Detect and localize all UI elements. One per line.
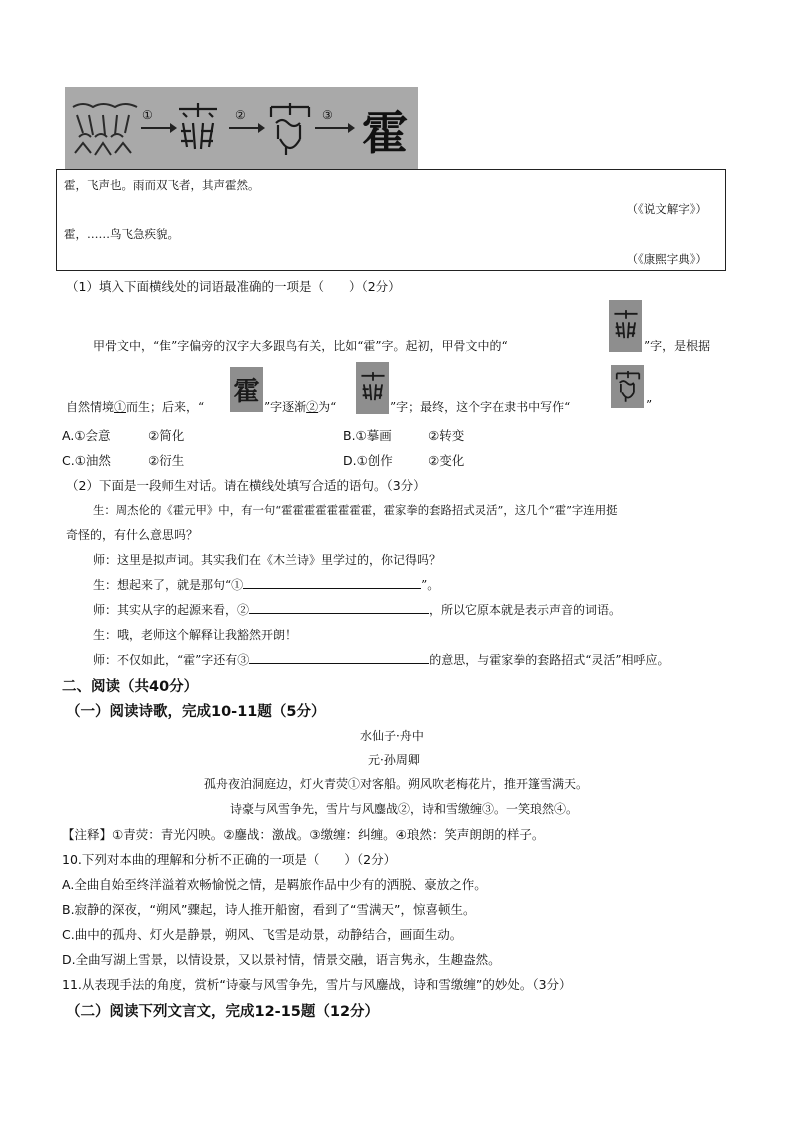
q1-blank-1: ① (114, 400, 127, 414)
seal-glyph-inline (611, 365, 644, 408)
q10-option-d: D.全曲写湖上雪景，以情设景，又以景衬情，情景交融，语言隽永，生趣盎然。 (62, 952, 501, 967)
dialogue-teacher-2-b: ，所以它原本就是表示声音的词语。 (429, 603, 622, 617)
option-b: B.①摹画 (343, 428, 392, 443)
dialogue-student-2 (93, 576, 439, 593)
poem-line-2: 诗豪与风雪争先，雪片与风鏖战②，诗和雪缴缠③。一笑琅然④。 (230, 802, 579, 816)
character-evolution-image (65, 87, 418, 169)
option-b-second: ②转变 (428, 428, 465, 443)
answer-blank-2[interactable] (249, 601, 429, 614)
option-d: D.①创作 (343, 453, 393, 468)
step-3-label: ③ (322, 108, 333, 122)
dialogue-student-3: 生：哦，老师这个解释让我豁然开朗！ (93, 628, 298, 642)
kangxi-source: （《康熙字典》） (626, 252, 707, 266)
q1-text-h: ” (646, 398, 653, 412)
dialogue-teacher-3-b: 的意思，与霍家拳的套路招式“灵活”相呼应。 (429, 653, 670, 667)
dialogue-student-2-a: 生：想起来了，就是那句“① (93, 578, 244, 592)
option-a-label: A.①会意 (62, 428, 111, 443)
q1-text-b: ”字，是根据 (644, 339, 711, 353)
section-2-title: 二、阅读（共40分） (62, 679, 199, 695)
oracle-glyph-icon (359, 367, 387, 409)
option-a (62, 426, 111, 444)
option-c: C.①油然 (62, 453, 111, 468)
section-2-part-2-title: （二）阅读下列文言文，完成12-15题（12分） (66, 1004, 380, 1020)
q10-option-c: C.曲中的孤舟、灯火是静景，朔风、飞雪是动景，动静结合，画面生动。 (62, 927, 463, 942)
q1-paragraph-line1 (93, 337, 508, 354)
q2-prompt: （2）下面是一段师生对话。请在横线处填写合适的语句。（3分） (66, 478, 426, 493)
oracle-glyph-icon (175, 101, 221, 157)
q1-text-c: 自然情境 (66, 400, 115, 414)
seal-glyph-icon (615, 369, 641, 405)
poem-author: 元·孙周卿 (368, 753, 420, 767)
poem-notes: 【注释】①青荧：青光闪映。②鏖战：激战。③缴缠：纠缠。④琅然：笑声朗朗的样子。 (62, 827, 545, 842)
q10-prompt: 10.下列对本曲的理解和分析不正确的一项是（ ）（2分） (62, 852, 397, 867)
dialogue-student-1-cont: 奇怪的，有什么意思吗？ (66, 528, 199, 542)
dialogue-teacher-3 (93, 651, 670, 668)
shuowen-source: （《说文解字》） (626, 202, 707, 216)
answer-blank-3[interactable] (249, 651, 429, 664)
step-1-label: ① (142, 108, 153, 122)
oracle-glyph-icon (612, 305, 640, 347)
option-d-second: ②变化 (428, 453, 465, 468)
q1-blank-2: ② (306, 400, 319, 414)
dialogue-teacher-1: 师：这里是拟声词。其实我们在《木兰诗》里学过的，你记得吗？ (93, 553, 442, 567)
arrow-2-icon (229, 127, 259, 129)
section-2-part-1-title: （一）阅读诗歌，完成10-11题（5分） (66, 704, 326, 720)
dialogue-teacher-3-a: 师：不仅如此，“霍”字还有③ (93, 653, 250, 667)
dialogue-student-1: 生：周杰伦的《霍元甲》中，有一句“霍霍霍霍霍霍霍霍，霍家拳的套路招式灵活”，这几个“霍”字连用挺 (93, 503, 618, 517)
q1-text-a: 甲骨文中，“隹”字偏旁的汉字大多跟鸟有关，比如“霍”字。起初，甲骨文中的“ (93, 339, 508, 353)
q1-paragraph-line2 (66, 398, 204, 415)
dialogue-teacher-2-a: 师：其实从字的起源来看，② (93, 603, 250, 617)
arrow-1-icon (141, 127, 171, 129)
option-a-second: ②简化 (148, 428, 185, 443)
dialogue-teacher-2 (93, 601, 621, 618)
q1-prompt: （1）填入下面横线处的词语最准确的一项是（ ）（2分） (66, 279, 401, 294)
seal-glyph-icon (268, 101, 312, 159)
clerical-glyph: 霍 (362, 106, 408, 160)
dialogue-student-2-b: ”。 (421, 578, 440, 592)
oracle-glyph-inline-1 (609, 300, 642, 352)
q1-line2-mid (264, 398, 336, 415)
oracle-bird-illustration (69, 93, 141, 165)
answer-blank-1[interactable] (243, 576, 421, 589)
q1-text-d: 而生；后来，“ (126, 400, 205, 414)
poem-title: 水仙子·舟中 (360, 729, 424, 743)
oracle-glyph-inline-2 (356, 362, 389, 414)
q10-option-a: A.全曲自始至终洋溢着欢畅愉悦之情，是羁旅作品中少有的洒脱、豪放之作。 (62, 877, 487, 892)
shuowen-quote: 霍，飞声也。雨而双飞者，其声霍然。 (64, 178, 260, 192)
step-2-label: ② (235, 108, 246, 122)
poem-line-1: 孤舟夜泊洞庭边，灯火青荧①对客船。朔风吹老梅花片，推开篷雪满天。 (204, 777, 589, 791)
q11-prompt: 11.从表现手法的角度，赏析“诗豪与风雪争先，雪片与风鏖战，诗和雪缴缠”的妙处。（3分） (62, 977, 572, 992)
arrow-3-icon (315, 127, 349, 129)
q10-option-b: B.寂静的深夜，“朔风”骤起，诗人推开船窗，看到了“雪满天”，惊喜顿生。 (62, 902, 476, 917)
q1-text-g: ”字；最终，这个字在隶书中写作“ (390, 400, 571, 414)
q1-text-f: 为“ (318, 400, 337, 414)
huo-glyph-inline (230, 367, 263, 412)
kangxi-quote: 霍，……鸟飞急疾貌。 (64, 227, 179, 241)
q1-text-e: ”字逐渐 (264, 400, 307, 414)
dictionary-quotes-box (56, 169, 726, 271)
huo-glyph-text: 霍 (233, 377, 260, 407)
option-c-second: ②衍生 (148, 453, 185, 468)
